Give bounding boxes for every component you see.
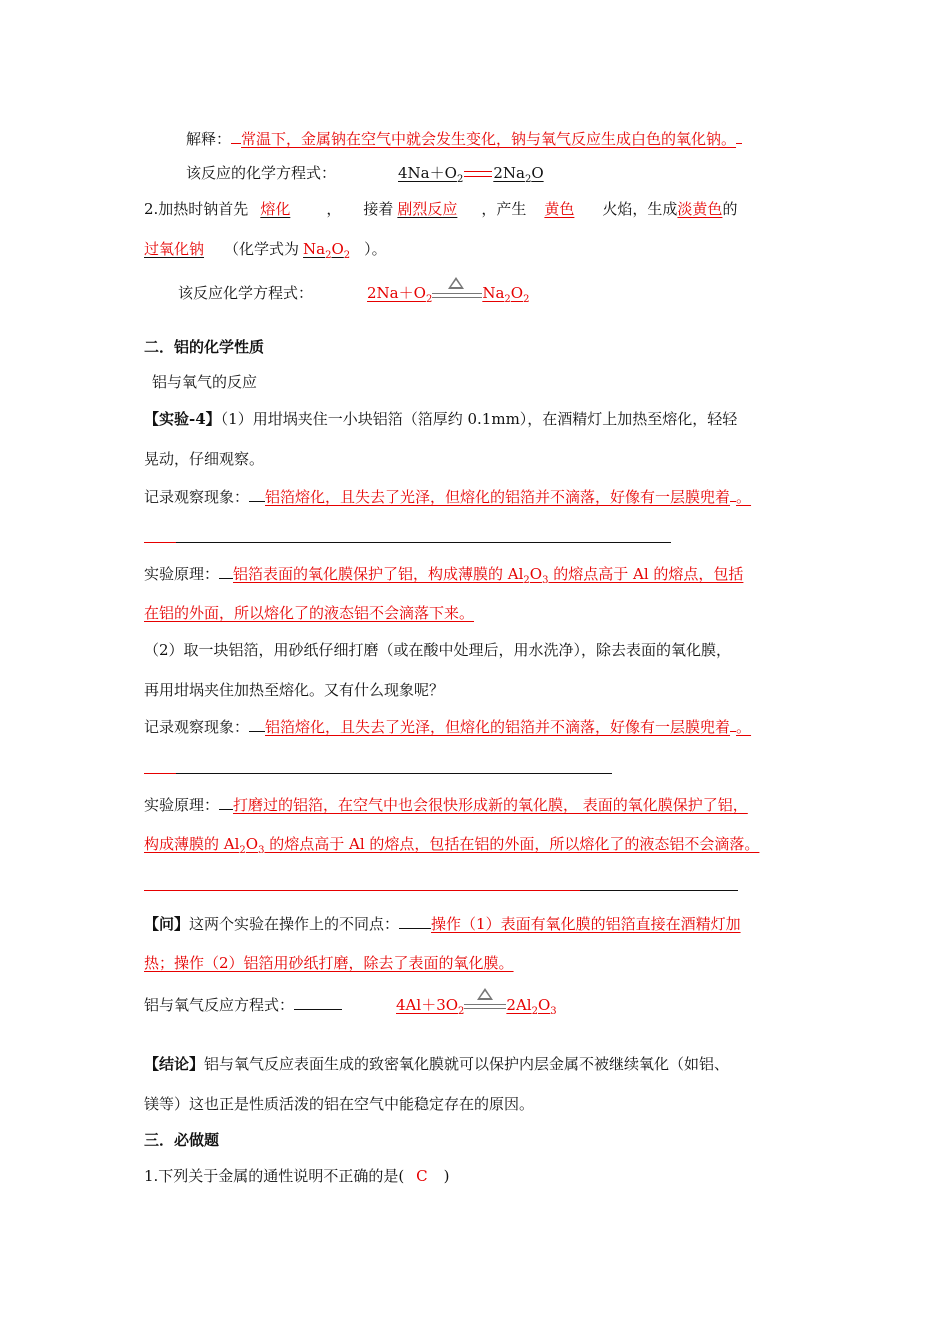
q2-line-1: 2.加热时钠首先 熔化 ， 接着 剧烈反应 ，产生 黄色 火焰，生成淡黄色的 [144,200,738,218]
explain-answer: 常温下，金属钠在空气中就会发生变化，钠与氧气反应生成白色的氧化钠。 [241,130,737,148]
conclusion-tag: 【结论】 [144,1055,205,1073]
answer-rule [144,890,580,891]
principle-2-answer: 打磨过的铝箔，在空气中也会很快形成新的氧化膜， 表面的氧化膜保护了铝， [233,796,748,814]
observation-2-line: 记录观察现象： 铝箔熔化，且失去了光泽，但熔化的铝箔并不滴落，好像有一层膜兜着 。 [144,715,751,737]
experiment-4-line-1: 【实验-4】（1）用坩埚夹住一小块铝箔（箔厚约 0.1mm），在酒精灯上加热至熔化，轻轻 [144,410,738,428]
observation-1-line: 记录观察现象： 铝箔熔化，且失去了光泽，但熔化的铝箔并不滴落，好像有一层膜兜着 。 [144,485,751,507]
observation-2-label: 记录观察现象： [144,718,250,736]
question-line-1: 【问】这两个实验在操作上的不同点： 操作（1）表面有氧化膜的铝箔直接在酒精灯加 [144,912,741,934]
equation-2-line [178,282,717,304]
answer-rule [144,773,176,774]
q2-answer-3: 黄色 [544,200,575,218]
equation-3-line [144,993,557,1015]
section-2-subtitle: 铝与氧气的反应 [152,373,258,391]
principle-2-line-1 [144,793,748,815]
observation-1-label: 记录观察现象： [144,488,250,506]
principle-2-label: 实验原理： [144,796,220,814]
observation-1-answer: 铝箔熔化，且失去了光泽，但熔化的铝箔并不滴落，好像有一层膜兜着 [265,488,731,506]
question-answer: 操作（1）表面有氧化膜的铝箔直接在酒精灯加 [431,915,741,933]
q2-answer-4: 淡黄色 [677,200,723,218]
conclusion-line-2: 镁等）这也正是性质活泼的铝在空气中能稳定存在的原因。 [144,1095,535,1113]
conclusion-line-1: 【结论】铝与氧气反应表面生成的致密氧化膜就可以保护内层金属不被继续氧化（如铝、 [144,1055,730,1073]
equation-1-line [186,162,544,184]
principle-1-label: 实验原理： [144,565,220,583]
explain-label: 解释： [186,130,232,148]
q2-answer-6: $Na_2O_2$ [303,240,351,261]
experiment-4b-line-2: 再用坩埚夹住加热至熔化。又有什么现象呢？ [144,681,445,699]
equation-3-label: 铝与氧气反应方程式： [144,996,295,1014]
question-1-line: 1.下列关于金属的通性说明不正确的是( C ) [144,1167,450,1185]
experiment-4b-line-1: （2）取一块铝箔，用砂纸仔细打磨（或在酸中处理后，用水洗净），除去表面的氧化膜， [144,641,732,659]
observation-2-answer: 铝箔熔化，且失去了光泽，但熔化的铝箔并不滴落，好像有一层膜兜着 [265,718,731,736]
principle-1-line-2: 在铝的外面，所以熔化了的液态铝不会滴落下来。 [144,604,475,622]
question-1-answer: C [416,1167,428,1185]
heating-symbol [464,993,506,1015]
equation-2-label: 该反应化学方程式： [178,284,314,302]
answer-rule [580,890,738,891]
equation-3: $4Al+3O_2$ $2Al_2O_3$ [342,996,557,1014]
section-3-title: 三．必做题 [144,1131,220,1149]
question-line-2: 热；操作（2）铝箔用砂纸打磨，除去了表面的氧化膜。 [144,954,514,972]
experiment-4-line-2: 晃动，仔细观察。 [144,450,265,468]
principle-2-line-2: 构成薄膜的 $Al_2O_3$ 的熔点高于 Al 的熔点，包括在铝的外面，所以熔化了的液态铝不会滴落。 [144,835,760,856]
q2-answer-2: 剧烈反应 [397,200,458,218]
question-tag: 【问】 [144,915,190,933]
q2-answer-5: 过氧化钠 [144,240,205,258]
q2-answer-1: 熔化 [260,200,291,218]
equals-sign [464,171,492,177]
heating-symbol [432,282,482,304]
experiment-4-tag: 【实验-4】 [144,410,221,428]
principle-1-line-1 [144,562,743,584]
answer-rule [176,542,671,543]
principle-1-answer: 铝箔表面的氧化膜保护了铝，构成薄膜的 $Al_2O_3$ 的熔点高于 Al 的熔点，包括 [233,565,744,586]
section-2-title: 二．铝的化学性质 [144,338,265,356]
answer-rule [176,773,612,774]
equation-2: $2Na+O_2$ $Na_2O_2$ [357,284,539,302]
explain-line [186,127,742,149]
equation-1: $4Na+O_2$ $2Na_2O$ [398,164,544,185]
answer-rule [144,542,176,543]
equation-1-label: 该反应的化学方程式： [186,164,337,182]
q2-line-2: 过氧化钠 （化学式为 $Na_2O_2$ ）。 [144,240,387,261]
